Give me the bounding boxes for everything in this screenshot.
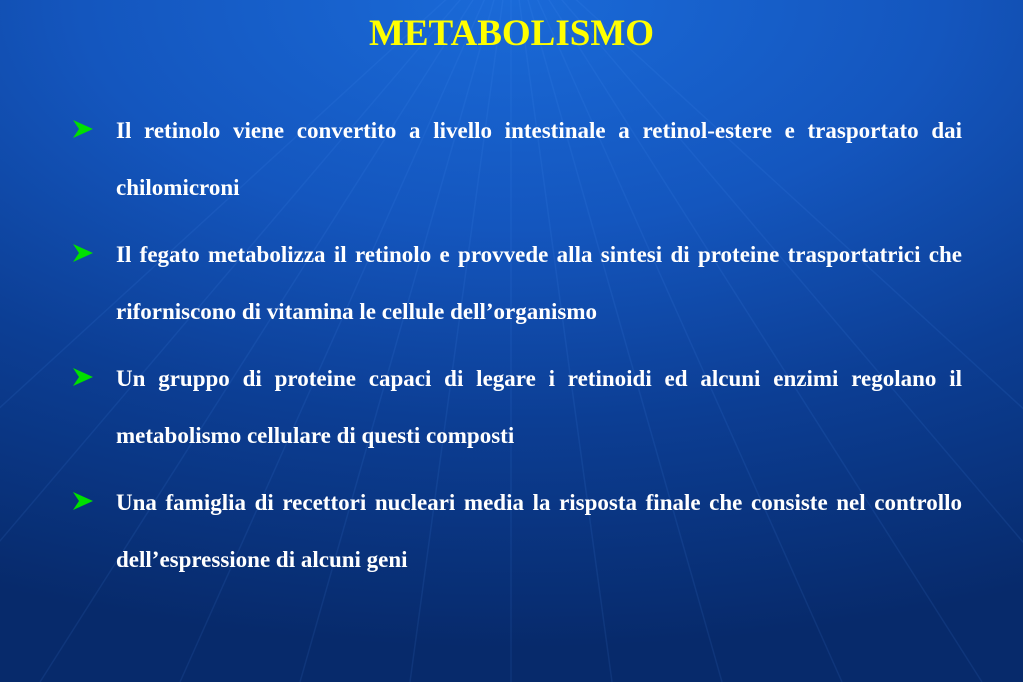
list-item: [72, 226, 962, 340]
bullet-text: Un gruppo di proteine capaci di legare i retinoidi ed alcuni enzimi regolano il metabolismo cellulare di questi composti: [116, 366, 962, 448]
arrowhead-icon: [72, 367, 94, 387]
arrowhead-icon: [72, 491, 94, 511]
bullet-text: Il fegato metabolizza il retinolo e provvede alla sintesi di proteine trasportatrici che riforniscono di vitamina le cellule dell’organismo: [116, 242, 962, 324]
arrowhead-icon: [72, 119, 94, 139]
arrowhead-icon: [72, 243, 94, 263]
list-item: [72, 474, 962, 588]
bullet-list: [72, 102, 962, 598]
bullet-text: Il retinolo viene convertito a livello intestinale a retinol-estere e trasportato dai chilomicroni: [116, 118, 962, 200]
bullet-text: Una famiglia di recettori nucleari media la risposta finale che consiste nel controllo dell’espressione di alcuni geni: [116, 490, 962, 572]
list-item: [72, 350, 962, 464]
list-item: [72, 102, 962, 216]
slide-title: METABOLISMO: [368, 13, 655, 54]
